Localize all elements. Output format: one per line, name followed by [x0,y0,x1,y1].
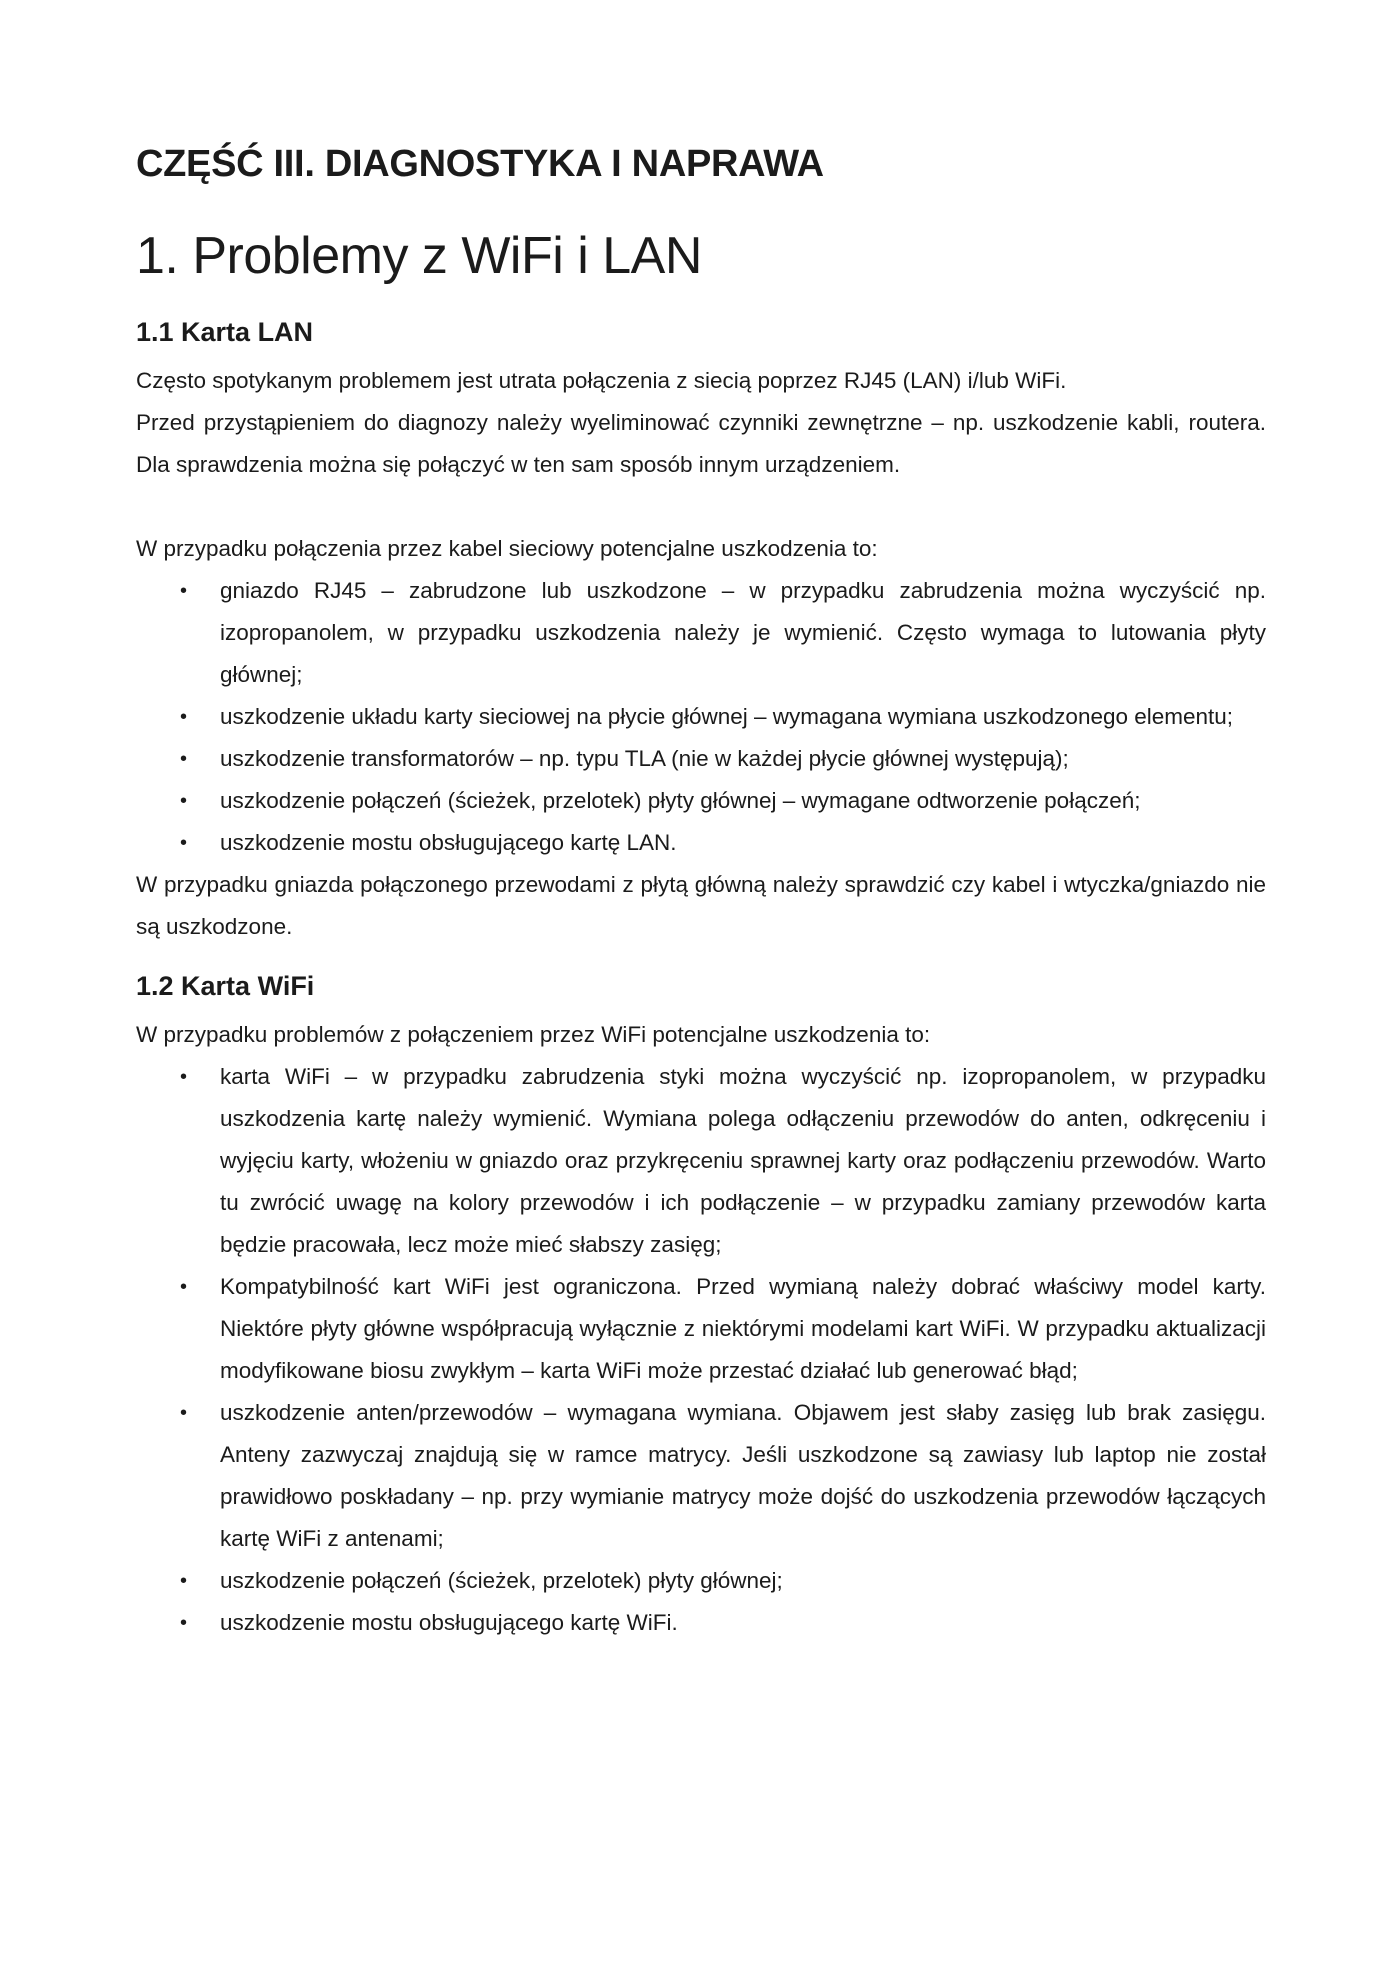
bullet-icon: • [180,1276,188,1298]
list-item-text: karta WiFi – w przypadku zabrudzenia styki można wyczyścić np. izopropanolem, w przypadku uszkodzenia kartę należy wymienić. Wymiana polega odłączeniu przewodów do anten, odkręceniu i wyjęciu karty, włożeniu w gniazdo oraz przykręceniu sprawnej karty oraz podłączeniu przewodów. Warto tu zwrócić uwagę na kolory przewodów i ich podłączenie – w przypadku zamiany przewodów karta będzie pracowała, lecz może mieć słabszy zasięg; [220,1064,1266,1257]
list-item [136,1392,1266,1560]
bullet-icon: • [180,790,188,812]
list-item-text: uszkodzenie połączeń (ścieżek, przelotek) płyty głównej – wymagane odtworzenie połączeń; [220,788,1141,813]
list-item [136,1602,1266,1644]
list-item-text: uszkodzenie anten/przewodów – wymagana wymiana. Objawem jest słaby zasięg lub brak zasięgu. Anteny zazwyczaj znajdują się w ramce matrycy. Jeśli uszkodzone są zawiasy lub laptop nie został prawidłowo poskładany – np. przy wymianie matrycy może dojść do uszkodzenia przewodów łączących kartę WiFi z antenami; [220,1400,1266,1551]
bullet-icon: • [180,1570,188,1592]
bullet-list-lan [136,570,1266,864]
list-item [136,738,1266,780]
bullet-icon: • [180,832,188,854]
paragraph: Przed przystąpieniem do diagnozy należy wyeliminować czynniki zewnętrzne – np. uszkodzenie kabli, routera. Dla sprawdzenia można się połączyć w ten sam sposób innym urządzeniem. [136,410,1266,477]
document-content [136,140,1266,1644]
bullet-icon: • [180,748,188,770]
list-item [136,780,1266,822]
list-item-text: uszkodzenie mostu obsługującego kartę WiFi. [220,1610,678,1635]
list-item-text: gniazdo RJ45 – zabrudzone lub uszkodzone – w przypadku zabrudzenia można wyczyścić np. izopropanolem, w przypadku uszkodzenia należy je wymienić. Często wymaga to lutowania płyty głównej; [220,578,1266,687]
paragraph: Często spotykanym problemem jest utrata połączenia z siecią poprzez RJ45 (LAN) i/lub WiFi. [136,368,1067,393]
list-item-text: uszkodzenie transformatorów – np. typu TLA (nie w każdej płycie głównej występują); [220,746,1069,771]
list-item [136,1056,1266,1266]
list-item-text: Kompatybilność kart WiFi jest ograniczona. Przed wymianą należy dobrać właściwy model karty. Niektóre płyty główne współpracują wyłącznie z niektórymi modelami kart WiFi. W przypadku aktualizacji modyfikowane biosu zwykłym – karta WiFi może przestać działać lub generować błąd; [220,1274,1266,1383]
list-item [136,1266,1266,1392]
bullet-icon: • [180,1402,188,1424]
list-item [136,696,1266,738]
bullet-icon: • [180,580,188,602]
list-item-text: uszkodzenie mostu obsługującego kartę LAN. [220,830,677,855]
section-title-karta-lan: 1.1 Karta LAN [136,317,314,347]
list-item-text: uszkodzenie połączeń (ścieżek, przelotek) płyty głównej; [220,1568,783,1593]
part-title: CZĘŚĆ III. DIAGNOSTYKA I NAPRAWA [136,143,824,185]
list-item [136,570,1266,696]
bullet-list-wifi [136,1056,1266,1644]
bullet-icon: • [180,1612,188,1634]
chapter-title: 1. Problemy z WiFi i LAN [136,227,702,285]
list-intro: W przypadku połączenia przez kabel sieciowy potencjalne uszkodzenia to: [136,536,878,561]
list-intro: W przypadku problemów z połączeniem przez WiFi potencjalne uszkodzenia to: [136,1022,931,1047]
list-item [136,822,1266,864]
section-title-karta-wifi: 1.2 Karta WiFi [136,971,315,1001]
list-item-text: uszkodzenie układu karty sieciowej na płycie głównej – wymagana wymiana uszkodzonego elementu; [220,704,1234,729]
paragraph: W przypadku gniazda połączonego przewodami z płytą główną należy sprawdzić czy kabel i wtyczka/gniazdo nie są uszkodzone. [136,872,1266,939]
bullet-icon: • [180,706,188,728]
bullet-icon: • [180,1066,188,1088]
list-item [136,1560,1266,1602]
